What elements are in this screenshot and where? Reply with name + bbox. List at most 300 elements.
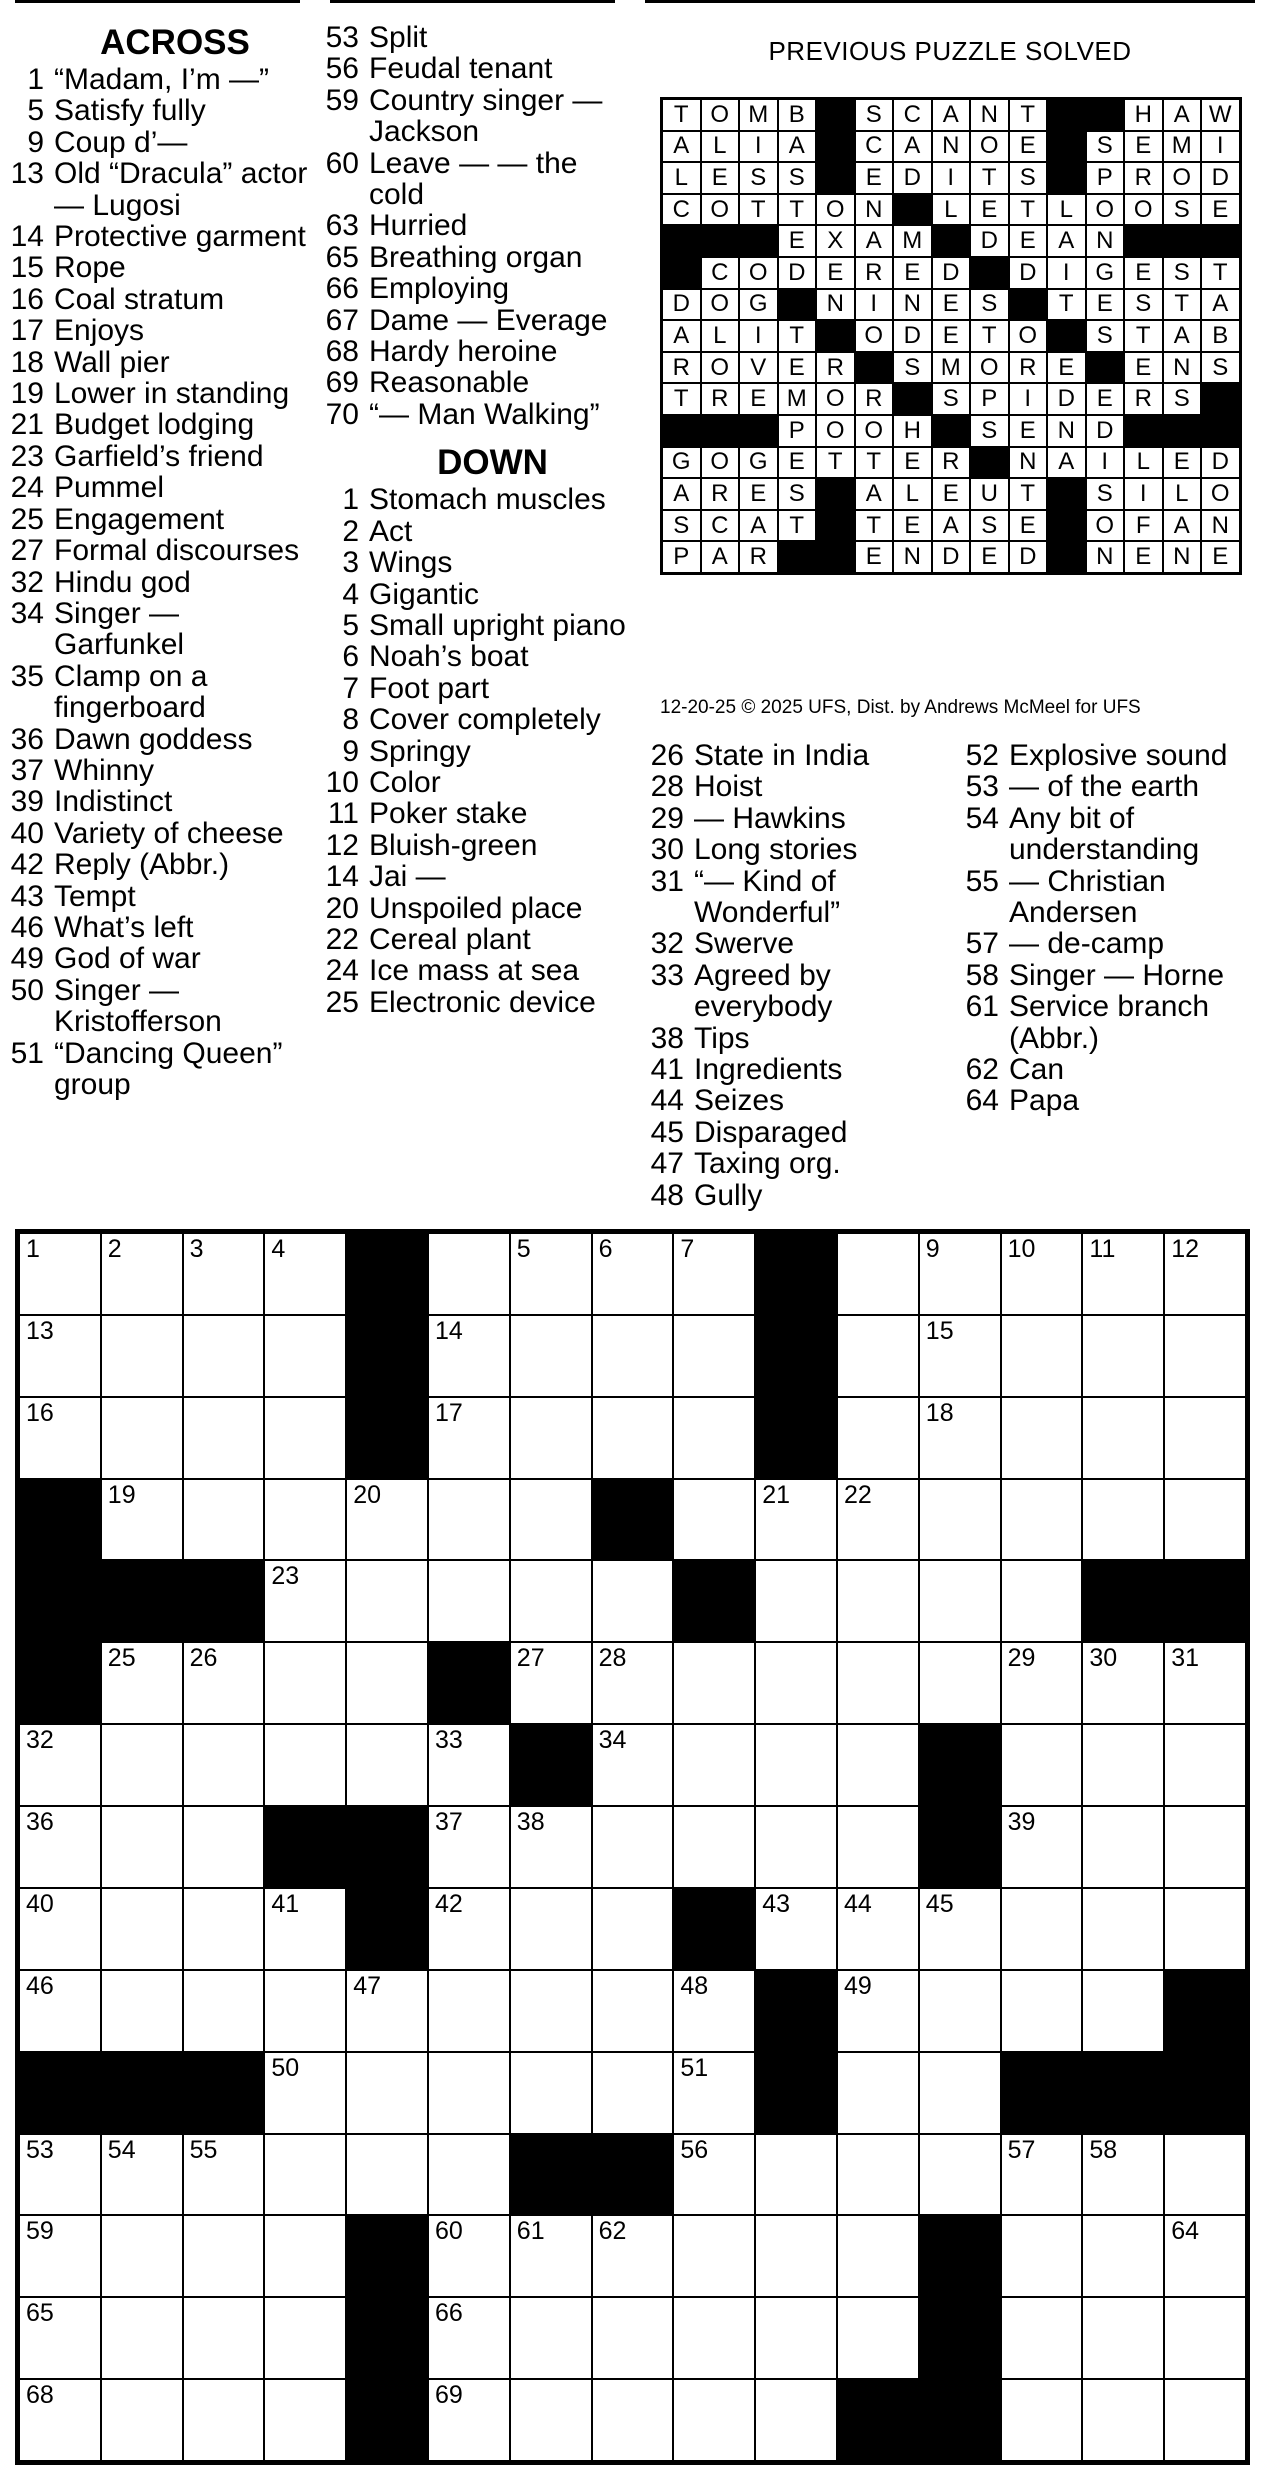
solution-letter: A: [778, 131, 817, 163]
grid-cell[interactable]: [919, 1888, 1001, 1970]
grid-cell[interactable]: [1001, 2297, 1083, 2379]
clue-item: [315, 367, 630, 398]
clue-item: [955, 866, 1260, 929]
grid-cell[interactable]: [755, 1479, 837, 1561]
solution-letter: A: [1047, 225, 1086, 257]
grid-cell[interactable]: [510, 1233, 592, 1315]
grid-cell[interactable]: [264, 1479, 346, 1561]
grid-cell[interactable]: [183, 1806, 265, 1888]
grid-cell[interactable]: [428, 2297, 510, 2379]
solution-letter: R: [701, 478, 740, 510]
grid-cell[interactable]: [673, 2052, 755, 2134]
grid-cell[interactable]: [19, 2379, 101, 2461]
solution-letter: T: [778, 194, 817, 226]
solution-letter: E: [1163, 447, 1202, 479]
solution-letter: S: [932, 383, 971, 415]
clue-item: [315, 798, 630, 829]
grid-cell[interactable]: [1001, 1642, 1083, 1724]
across-clue-list: [0, 64, 310, 1100]
solution-letter: S: [778, 162, 817, 194]
grid-cell[interactable]: [101, 1888, 183, 1970]
grid-cell[interactable]: [755, 2215, 837, 2297]
clue-text: Garfield’s friend: [54, 439, 264, 473]
grid-cell[interactable]: [592, 2379, 674, 2461]
grid-cell[interactable]: [264, 2379, 346, 2461]
grid-cell[interactable]: [264, 1560, 346, 1642]
grid-cell[interactable]: [19, 2215, 101, 2297]
grid-cell[interactable]: [673, 2297, 755, 2379]
grid-cell[interactable]: [1164, 2297, 1246, 2379]
grid-cell[interactable]: [264, 1397, 346, 1479]
solution-letter: S: [893, 352, 932, 384]
grid-cell[interactable]: [183, 1479, 265, 1561]
solution-letter: O: [1163, 162, 1202, 194]
solution-letter: O: [701, 352, 740, 384]
clue-number: 46: [10, 910, 44, 944]
grid-cell[interactable]: [919, 1642, 1001, 1724]
grid-cell[interactable]: [101, 2379, 183, 2461]
clue-number: 43: [10, 879, 44, 913]
grid-cell[interactable]: [592, 1888, 674, 1970]
grid-cell[interactable]: [673, 1233, 755, 1315]
grid-cell[interactable]: [673, 1642, 755, 1724]
solution-letter: D: [932, 257, 971, 289]
black-square: [346, 2297, 428, 2379]
grid-cell[interactable]: [673, 1806, 755, 1888]
grid-cell[interactable]: [183, 1642, 265, 1724]
grid-cell[interactable]: [510, 1970, 592, 2052]
grid-cell[interactable]: [837, 2297, 919, 2379]
solution-letter: N: [893, 541, 932, 573]
solution-letter: D: [893, 320, 932, 352]
grid-cell[interactable]: [1001, 1397, 1083, 1479]
grid-cell[interactable]: [346, 1642, 428, 1724]
grid-cell[interactable]: [755, 1888, 837, 1970]
grid-cell[interactable]: [183, 1724, 265, 1806]
grid-cell[interactable]: [755, 1560, 837, 1642]
clue-item: [0, 252, 310, 283]
grid-cell[interactable]: [510, 1806, 592, 1888]
black-square: [755, 1315, 837, 1397]
grid-cell[interactable]: [592, 1724, 674, 1806]
grid-cell[interactable]: [264, 1233, 346, 1315]
grid-cell[interactable]: [837, 1315, 919, 1397]
grid-cell[interactable]: [101, 1724, 183, 1806]
solution-letter: E: [1009, 131, 1048, 163]
grid-cell[interactable]: [919, 1970, 1001, 2052]
clue-number: 26: [650, 739, 684, 772]
solution-letter: E: [1086, 383, 1125, 415]
black-square: [1164, 1560, 1246, 1642]
grid-cell[interactable]: [837, 2052, 919, 2134]
grid-cell[interactable]: [1001, 2134, 1083, 2216]
grid-cell[interactable]: [428, 2379, 510, 2461]
grid-cell[interactable]: [837, 1724, 919, 1806]
cell-number: 38: [516, 1808, 545, 1837]
grid-cell[interactable]: [837, 1970, 919, 2052]
grid-cell[interactable]: [1164, 1397, 1246, 1479]
solution-black-square: [893, 383, 932, 415]
grid-cell[interactable]: [428, 2052, 510, 2134]
clue-number: 12: [325, 828, 359, 862]
grid-cell[interactable]: [919, 2134, 1001, 2216]
grid-cell[interactable]: [101, 2215, 183, 2297]
grid-cell[interactable]: [1001, 2215, 1083, 2297]
grid-cell[interactable]: [592, 2052, 674, 2134]
grid-cell[interactable]: [101, 1397, 183, 1479]
grid-cell[interactable]: [1164, 2134, 1246, 2216]
grid-cell[interactable]: [19, 2134, 101, 2216]
grid-cell[interactable]: [183, 2297, 265, 2379]
grid-cell[interactable]: [101, 2134, 183, 2216]
grid-cell[interactable]: [510, 2297, 592, 2379]
grid-cell[interactable]: [101, 2297, 183, 2379]
grid-cell[interactable]: [510, 2215, 592, 2297]
grid-cell[interactable]: [346, 2052, 428, 2134]
grid-cell[interactable]: [755, 1806, 837, 1888]
solution-black-square: [1124, 225, 1163, 257]
grid-cell[interactable]: [510, 1560, 592, 1642]
clue-item: [640, 960, 955, 1023]
clue-item: [0, 95, 310, 126]
grid-cell[interactable]: [510, 1315, 592, 1397]
clue-item: [0, 378, 310, 409]
grid-cell[interactable]: [1082, 2297, 1164, 2379]
grid-cell[interactable]: [592, 2215, 674, 2297]
solution-letter: I: [739, 131, 778, 163]
grid-cell[interactable]: [19, 1724, 101, 1806]
solution-letter: D: [893, 162, 932, 194]
grid-cell[interactable]: [1001, 1888, 1083, 1970]
grid-cell[interactable]: [183, 1233, 265, 1315]
grid-cell[interactable]: [428, 1724, 510, 1806]
grid-cell[interactable]: [428, 1233, 510, 1315]
clue-text: Hardy heroine: [369, 335, 558, 369]
grid-cell[interactable]: [1001, 1806, 1083, 1888]
grid-cell[interactable]: [673, 2134, 755, 2216]
grid-cell[interactable]: [510, 2052, 592, 2134]
grid-cell[interactable]: [1164, 1642, 1246, 1724]
solution-letter: T: [1009, 194, 1048, 226]
grid-cell[interactable]: [183, 1397, 265, 1479]
clue-number: 5: [342, 608, 359, 642]
grid-cell[interactable]: [510, 1888, 592, 1970]
cell-number: 21: [762, 1480, 790, 1509]
grid-cell[interactable]: [919, 2052, 1001, 2134]
clue-item: [315, 516, 630, 547]
clue-number: 15: [10, 251, 44, 285]
grid-cell[interactable]: [1001, 1315, 1083, 1397]
grid-cell[interactable]: [592, 1315, 674, 1397]
grid-cell[interactable]: [755, 2297, 837, 2379]
grid-cell[interactable]: [19, 2297, 101, 2379]
clue-number: 35: [10, 659, 44, 693]
grid-cell[interactable]: [919, 1397, 1001, 1479]
clue-item: [640, 834, 955, 865]
solution-letter: C: [855, 131, 894, 163]
grid-cell[interactable]: [837, 2134, 919, 2216]
grid-cell[interactable]: [346, 1724, 428, 1806]
solution-letter: N: [1009, 447, 1048, 479]
black-square: [1164, 1970, 1246, 2052]
down-header: DOWN: [437, 443, 548, 483]
solution-letter: N: [1163, 352, 1202, 384]
grid-cell[interactable]: [837, 1642, 919, 1724]
grid-cell[interactable]: [264, 2052, 346, 2134]
grid-cell[interactable]: [264, 2297, 346, 2379]
solution-letter: R: [701, 383, 740, 415]
solution-letter: L: [701, 320, 740, 352]
grid-cell[interactable]: [264, 1888, 346, 1970]
grid-cell[interactable]: [183, 2134, 265, 2216]
grid-cell[interactable]: [510, 1479, 592, 1561]
clue-number: 17: [10, 314, 44, 348]
grid-cell[interactable]: [1001, 1233, 1083, 1315]
grid-cell[interactable]: [510, 1642, 592, 1724]
cell-number: 1: [26, 1235, 40, 1263]
solution-letter: N: [855, 194, 894, 226]
solution-letter: U: [970, 478, 1009, 510]
solution-letter: A: [701, 541, 740, 573]
grid-cell[interactable]: [1082, 1479, 1164, 1561]
grid-cell[interactable]: [592, 1560, 674, 1642]
cell-number: 55: [189, 2135, 218, 2164]
grid-cell[interactable]: [264, 1724, 346, 1806]
grid-cell[interactable]: [1082, 1315, 1164, 1397]
solution-black-square: [816, 478, 855, 510]
grid-cell[interactable]: [1164, 1315, 1246, 1397]
grid-cell[interactable]: [510, 2379, 592, 2461]
grid-cell[interactable]: [673, 2215, 755, 2297]
solution-letter: R: [816, 352, 855, 384]
solution-letter: S: [970, 415, 1009, 447]
grid-cell[interactable]: [755, 2379, 837, 2461]
cell-number: 19: [107, 1480, 136, 1509]
solution-letter: S: [1086, 320, 1125, 352]
clue-column-3: [640, 740, 955, 1211]
clue-item: [640, 1085, 955, 1116]
grid-cell[interactable]: [101, 1970, 183, 2052]
grid-cell[interactable]: [673, 1970, 755, 2052]
grid-cell[interactable]: [1001, 1560, 1083, 1642]
grid-cell[interactable]: [1164, 1806, 1246, 1888]
grid-cell[interactable]: [101, 1479, 183, 1561]
grid-cell[interactable]: [183, 1970, 265, 2052]
grid-cell[interactable]: [592, 2297, 674, 2379]
grid-cell[interactable]: [592, 1806, 674, 1888]
grid-cell[interactable]: [1082, 2379, 1164, 2461]
grid-cell[interactable]: [1082, 1970, 1164, 2052]
grid-cell[interactable]: [1164, 2215, 1246, 2297]
grid-cell[interactable]: [428, 1479, 510, 1561]
clue-text: Hindu god: [54, 565, 191, 599]
grid-cell[interactable]: [1164, 2379, 1246, 2461]
cell-number: 66: [435, 2299, 463, 2328]
black-square: [19, 1560, 101, 1642]
clue-text: Tips: [694, 1021, 750, 1055]
clue-number: 54: [965, 801, 999, 835]
cell-number: 26: [189, 1644, 218, 1673]
clue-item: [640, 1117, 955, 1148]
grid-cell[interactable]: [919, 1479, 1001, 1561]
grid-cell[interactable]: [1082, 1642, 1164, 1724]
grid-cell[interactable]: [755, 1642, 837, 1724]
grid-cell[interactable]: [101, 1233, 183, 1315]
solution-letter: A: [739, 510, 778, 542]
grid-cell[interactable]: [1082, 1724, 1164, 1806]
grid-cell[interactable]: [1164, 1479, 1246, 1561]
grid-cell[interactable]: [183, 2215, 265, 2297]
grid-cell[interactable]: [264, 2134, 346, 2216]
grid-cell[interactable]: [428, 1315, 510, 1397]
grid-cell[interactable]: [428, 1397, 510, 1479]
grid-cell[interactable]: [837, 1806, 919, 1888]
solution-letter: I: [1086, 447, 1125, 479]
grid-cell[interactable]: [428, 1560, 510, 1642]
solution-letter: I: [1124, 478, 1163, 510]
clue-number: 62: [965, 1053, 999, 1087]
grid-cell[interactable]: [673, 1315, 755, 1397]
grid-cell[interactable]: [837, 1233, 919, 1315]
grid-cell[interactable]: [1082, 1806, 1164, 1888]
grid-cell[interactable]: [183, 1315, 265, 1397]
solution-letter: S: [662, 510, 701, 542]
cell-number: 69: [435, 2381, 463, 2410]
clue-number: 38: [650, 1021, 684, 1055]
clue-text: Engagement: [54, 502, 225, 536]
solution-letter: N: [1047, 415, 1086, 447]
grid-cell[interactable]: [1001, 1479, 1083, 1561]
grid-cell[interactable]: [837, 1888, 919, 1970]
grid-cell[interactable]: [19, 1397, 101, 1479]
grid-cell[interactable]: [837, 1479, 919, 1561]
grid-cell[interactable]: [837, 1560, 919, 1642]
clue-text: God of war: [54, 942, 201, 976]
clue-item: [640, 803, 955, 834]
grid-cell[interactable]: [428, 1970, 510, 2052]
grid-cell[interactable]: [1001, 2379, 1083, 2461]
grid-cell[interactable]: [346, 2134, 428, 2216]
black-square: [673, 1560, 755, 1642]
grid-cell[interactable]: [1001, 1970, 1083, 2052]
grid-cell[interactable]: [264, 1970, 346, 2052]
clue-item: [0, 975, 310, 1038]
solution-letter: S: [855, 99, 894, 131]
cell-number: 25: [107, 1644, 136, 1673]
grid-cell[interactable]: [346, 1560, 428, 1642]
clue-text: Explosive sound: [1009, 739, 1228, 772]
solution-letter: T: [662, 99, 701, 131]
clue-number: 7: [342, 671, 359, 705]
solution-letter: L: [932, 194, 971, 226]
grid-cell[interactable]: [592, 1642, 674, 1724]
grid-cell[interactable]: [183, 2379, 265, 2461]
across-header: ACROSS: [100, 23, 250, 62]
grid-cell[interactable]: [1164, 1724, 1246, 1806]
grid-cell[interactable]: [346, 1970, 428, 2052]
grid-cell[interactable]: [592, 1397, 674, 1479]
grid-cell[interactable]: [919, 1315, 1001, 1397]
grid-cell[interactable]: [19, 1233, 101, 1315]
solution-letter: L: [893, 478, 932, 510]
grid-cell[interactable]: [919, 1560, 1001, 1642]
solution-black-square: [1124, 415, 1163, 447]
grid-cell[interactable]: [1164, 1233, 1246, 1315]
grid-cell[interactable]: [264, 1315, 346, 1397]
clue-number: 51: [10, 1036, 44, 1070]
grid-cell[interactable]: [837, 2215, 919, 2297]
solution-letter: T: [778, 510, 817, 542]
solution-black-square: [1047, 510, 1086, 542]
grid-cell[interactable]: [264, 1642, 346, 1724]
grid-cell[interactable]: [101, 1806, 183, 1888]
grid-cell[interactable]: [592, 1233, 674, 1315]
clue-item: [315, 955, 630, 986]
grid-cell[interactable]: [673, 1724, 755, 1806]
solution-letter: E: [1124, 131, 1163, 163]
clue-item: [0, 567, 310, 598]
grid-cell[interactable]: [919, 1233, 1001, 1315]
solution-letter: I: [1009, 383, 1048, 415]
grid-cell[interactable]: [428, 1806, 510, 1888]
grid-cell[interactable]: [1082, 1397, 1164, 1479]
solution-letter: A: [932, 510, 971, 542]
grid-cell[interactable]: [1082, 1233, 1164, 1315]
grid-cell[interactable]: [1082, 2134, 1164, 2216]
grid-cell[interactable]: [1082, 1888, 1164, 1970]
grid-cell[interactable]: [1164, 1888, 1246, 1970]
grid-cell[interactable]: [19, 1970, 101, 2052]
grid-cell[interactable]: [428, 2134, 510, 2216]
cell-number: 57: [1007, 2135, 1036, 2164]
copyright-credit: 12-20-25 © 2025 UFS, Dist. by Andrews McMeel for UFS: [660, 697, 1141, 718]
grid-cell[interactable]: [101, 1315, 183, 1397]
grid-cell[interactable]: [428, 2215, 510, 2297]
grid-cell[interactable]: [510, 1397, 592, 1479]
grid-cell[interactable]: [101, 1642, 183, 1724]
grid-cell[interactable]: [19, 1806, 101, 1888]
grid-cell[interactable]: [755, 1724, 837, 1806]
grid-cell[interactable]: [428, 1888, 510, 1970]
solution-black-square: [816, 131, 855, 163]
clue-text: Taxing org.: [694, 1147, 841, 1181]
grid-cell[interactable]: [673, 2379, 755, 2461]
clue-number: 49: [10, 942, 44, 976]
clue-number: 39: [10, 785, 44, 819]
clue-number: 19: [10, 377, 44, 411]
clue-text: Wings: [369, 546, 453, 580]
grid-cell[interactable]: [264, 2215, 346, 2297]
solution-black-square: [1163, 415, 1202, 447]
grid-cell[interactable]: [837, 1397, 919, 1479]
grid-cell[interactable]: [1082, 2215, 1164, 2297]
grid-cell[interactable]: [592, 1970, 674, 2052]
previous-puzzle-grid: [660, 97, 1242, 575]
grid-cell[interactable]: [19, 1888, 101, 1970]
grid-cell[interactable]: [183, 1888, 265, 1970]
solution-letter: C: [701, 257, 740, 289]
grid-cell[interactable]: [346, 1479, 428, 1561]
grid-cell[interactable]: [19, 1315, 101, 1397]
clue-text: Dawn goddess: [54, 722, 253, 756]
solution-letter: E: [1201, 194, 1240, 226]
grid-cell[interactable]: [673, 1397, 755, 1479]
grid-cell[interactable]: [755, 2134, 837, 2216]
grid-cell[interactable]: [673, 1479, 755, 1561]
solution-black-square: [1201, 225, 1240, 257]
clue-item: [0, 284, 310, 315]
grid-cell[interactable]: [1001, 1724, 1083, 1806]
